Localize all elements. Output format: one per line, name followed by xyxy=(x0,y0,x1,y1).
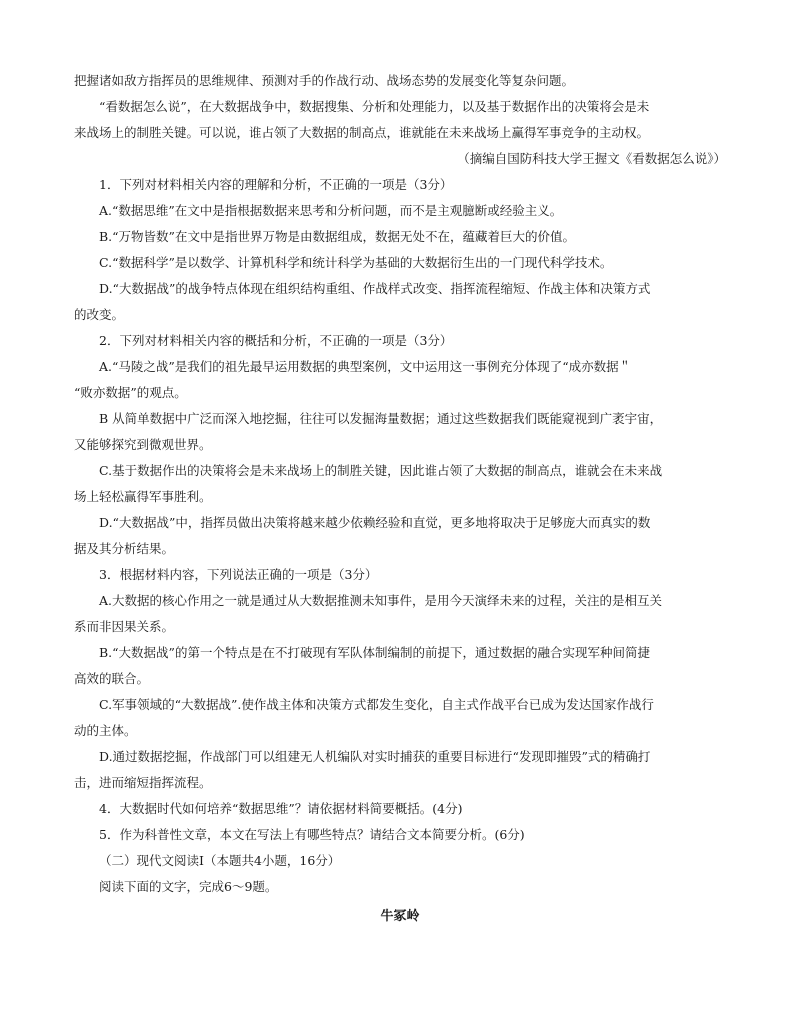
text-line: D.通过数据挖掘，作战部门可以组建无人机编队对实时捕获的重要目标进行“发现即摧毁”式的精确打 xyxy=(99,749,651,764)
text-line: 4．大数据时代如何培养“数据思维”？请依据材料简要概括。(4分) xyxy=(99,801,463,816)
text-line: D.“大数据战”中，指挥员做出决策将越来越少依赖经验和直觉，更多地将取决于足够庞大而真实的数 xyxy=(99,515,651,530)
text-line: （二）现代文阅读I（本题共4小题，16分） xyxy=(99,853,341,868)
text-line: C.军事领域的“大数据战”.使作战主体和决策方式都发生变化，自主式作战平台已成为发达国家作战行 xyxy=(99,697,654,712)
text-line: C.“数据科学”是以数学、计算机科学和统计科学为基础的大数据衍生出的一门现代科学技术。 xyxy=(99,255,613,270)
text-line: A.大数据的核心作用之一就是通过从大数据推测未知事件，是用今天演绎未来的过程，关注的是相互关 xyxy=(99,593,663,608)
text-line: B 从简单数据中广泛而深入地挖掘，往往可以发掘海量数据；通过这些数据我们既能窥视到广袤宇宙， xyxy=(99,411,663,426)
section-title: 牛冢岭 xyxy=(380,909,420,924)
text-line: 5．作为科普性文章，本文在写法上有哪些特点？请结合文本简要分析。(6分) xyxy=(99,827,525,842)
text-line: 3．根据材料内容，下列说法正确的一项是（3分） xyxy=(99,567,378,582)
text-line: 来战场上的制胜关键。可以说，谁占领了大数据的制高点，谁就能在未来战场上赢得军事竞争的主动权。 xyxy=(74,125,650,140)
text-line: B.“大数据战”的第一个特点是在不打破现有军队体制编制的前提下，通过数据的融合实现军种间简捷 xyxy=(99,645,650,660)
text-line: A.“数据思维”在文中是指根据数据来思考和分析问题，而不是主观臆断或经验主义。 xyxy=(99,203,563,218)
text-line: 把握诸如敌方指挥员的思维规律、预测对手的作战行动、战场态势的发展变化等复杂问题。 xyxy=(74,73,575,88)
text-line: 击，进而缩短指挥流程。 xyxy=(74,775,212,790)
text-line: 据及其分析结果。 xyxy=(74,541,175,556)
text-line: “败亦数据”的观点。 xyxy=(74,385,187,400)
text-line: D.“大数据战”的战争特点体现在组织结构重组、作战样式改变、指挥流程缩短、作战主体和决策方式 xyxy=(99,281,651,296)
document-page xyxy=(74,68,726,930)
text-line: 2．下列对材料相关内容的概括和分析，不正确的一项是（3分） xyxy=(99,333,453,348)
text-line: 1．下列对材料相关内容的理解和分析，不正确的一项是（3分） xyxy=(99,177,453,192)
text-line: B.“万物皆数”在文中是指世界万物是由数据组成，数据无处不在，蕴藏着巨大的价值。 xyxy=(99,229,575,244)
text-line: 阅读下面的文字，完成6～9题。 xyxy=(99,879,278,894)
text-line: 场上轻松赢得军事胜利。 xyxy=(74,489,212,504)
source-citation: （摘编自国防科技大学王握文《看数据怎么说》） xyxy=(457,151,726,166)
text-line: 动的主体。 xyxy=(74,723,137,738)
text-line: C.基于数据作出的决策将会是未来战场上的制胜关键，因此谁占领了大数据的制高点，谁就会在未来战 xyxy=(99,463,663,478)
text-line: “看数据怎么说”，在大数据战争中，数据搜集、分析和处理能力，以及基于数据作出的决策将会是未 xyxy=(99,99,650,114)
text-line: 高效的联合。 xyxy=(74,671,150,686)
text-line: 系而非因果关系。 xyxy=(74,619,175,634)
text-line: 的改变。 xyxy=(74,307,125,322)
text-line: A.“马陵之战”是我们的祖先最早运用数据的典型案例，文中运用这一事例充分体现了“成亦数据＂ xyxy=(99,359,632,374)
text-line: 又能够探究到微观世界。 xyxy=(74,437,212,452)
